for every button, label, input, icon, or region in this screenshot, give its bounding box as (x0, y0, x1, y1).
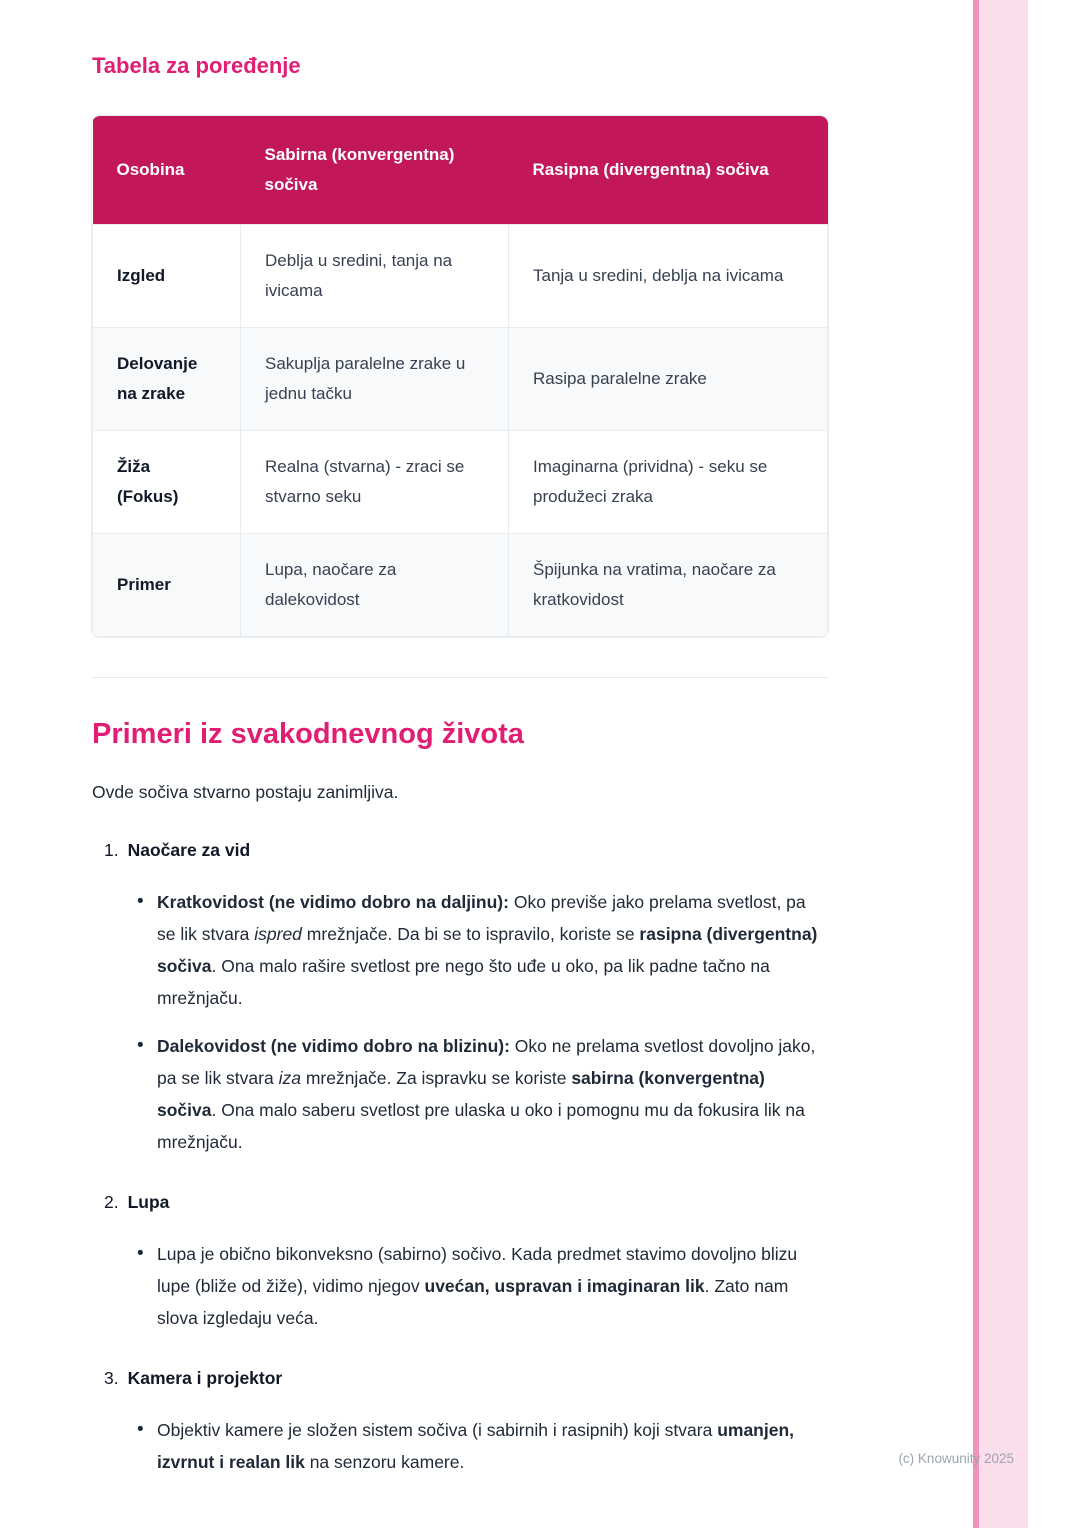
table-cell-feature: Primer (93, 534, 241, 637)
examples-section-heading: Primeri iz svakodnevnog života (92, 718, 524, 750)
table-cell-convergent: Deblja u sredini, tanja na ivicama (241, 225, 509, 328)
table-header-feature: Osobina (93, 116, 241, 225)
list-item-heading (92, 836, 828, 864)
list-item-title: Kamera i projektor (127, 1368, 283, 1388)
table-row (93, 328, 828, 431)
bullet-text: • Kratkovidost (ne vidimo dobro na daljinu): Oko previše jako prelama svetlost, pa se lik stvara ispred mrežnjače. Da bi se to ispravilo, koriste se rasipna (divergentna) sočiva. Ona malo rašire svetlost pre nego što uđe u oko, pa lik padne tačno na mrežnjaču. (92, 886, 828, 1014)
list-item-magnifier (92, 1188, 828, 1334)
intro-paragraph: Ovde sočiva stvarno postaju zanimljiva. (92, 782, 399, 802)
list-item-number: 2. (104, 1192, 119, 1212)
table-cell-convergent: Realna (stvarna) - zraci se stvarno seku (241, 431, 509, 534)
table-cell-feature: Izgled (93, 225, 241, 328)
bullet-text: • Lupa je obično bikonveksno (sabirno) sočivo. Kada predmet stavimo dovoljno blizu lupe (bliže od žiže), vidimo njegov uvećan, uspravan i imaginaran lik. Zato nam slova izgledaju veća. (92, 1238, 828, 1334)
watermark-text: (c) Knowunity 2025 (898, 1451, 1014, 1466)
comparison-table (92, 116, 828, 637)
list-item-title: Naočare za vid (127, 840, 251, 860)
list-item-glasses (92, 836, 828, 1158)
list-item-heading (92, 1364, 828, 1392)
table-row (93, 431, 828, 534)
list-item-camera (92, 1364, 828, 1478)
table-row (93, 534, 828, 637)
table-cell-divergent: Rasipa paralelne zrake (509, 328, 828, 431)
list-item-number: 1. (104, 840, 119, 860)
list-item-number: 3. (104, 1368, 119, 1388)
table-cell-divergent: Imaginarna (prividna) - seku se produžeci zraka (509, 431, 828, 534)
bullet-list (92, 886, 828, 1158)
bullet-text: • Objektiv kamere je složen sistem sočiva (i sabirnih i rasipnih) koji stvara umanjen, izvrnut i realan lik na senzoru kamere. (92, 1414, 828, 1478)
list-item-heading (92, 1188, 828, 1216)
comparison-table-wrapper (92, 116, 828, 637)
bullet-list (92, 1414, 828, 1478)
bullet-list (92, 1238, 828, 1334)
table-header-row (93, 116, 828, 225)
comparison-table-heading: Tabela za poređenje (92, 53, 301, 78)
table-cell-convergent: Lupa, naočare za dalekovidost (241, 534, 509, 637)
table-cell-divergent: Špijunka na vratima, naočare za kratkovidost (509, 534, 828, 637)
table-cell-feature: Delovanje na zrake (93, 328, 241, 431)
bullet-text: • Dalekovidost (ne vidimo dobro na blizinu): Oko ne prelama svetlost dovoljno jako, pa se lik stvara iza mrežnjače. Za ispravku se koriste sabirna (konvergentna) sočiva. Ona malo saberu svetlost pre ulaska u oko i pomognu mu da fokusira lik na mrežnjaču. (92, 1030, 828, 1158)
table-header-divergent: Rasipna (divergentna) sočiva (509, 116, 828, 225)
table-header-convergent: Sabirna (konvergentna) sočiva (241, 116, 509, 225)
table-cell-convergent: Sakuplja paralelne zrake u jednu tačku (241, 328, 509, 431)
document-content (92, 0, 828, 1478)
list-item-title: Lupa (127, 1192, 170, 1212)
page-edge-strip (973, 0, 1028, 1528)
section-divider (92, 677, 828, 678)
table-row (93, 225, 828, 328)
table-cell-feature: Žiža (Fokus) (93, 431, 241, 534)
table-cell-divergent: Tanja u sredini, deblja na ivicama (509, 225, 828, 328)
